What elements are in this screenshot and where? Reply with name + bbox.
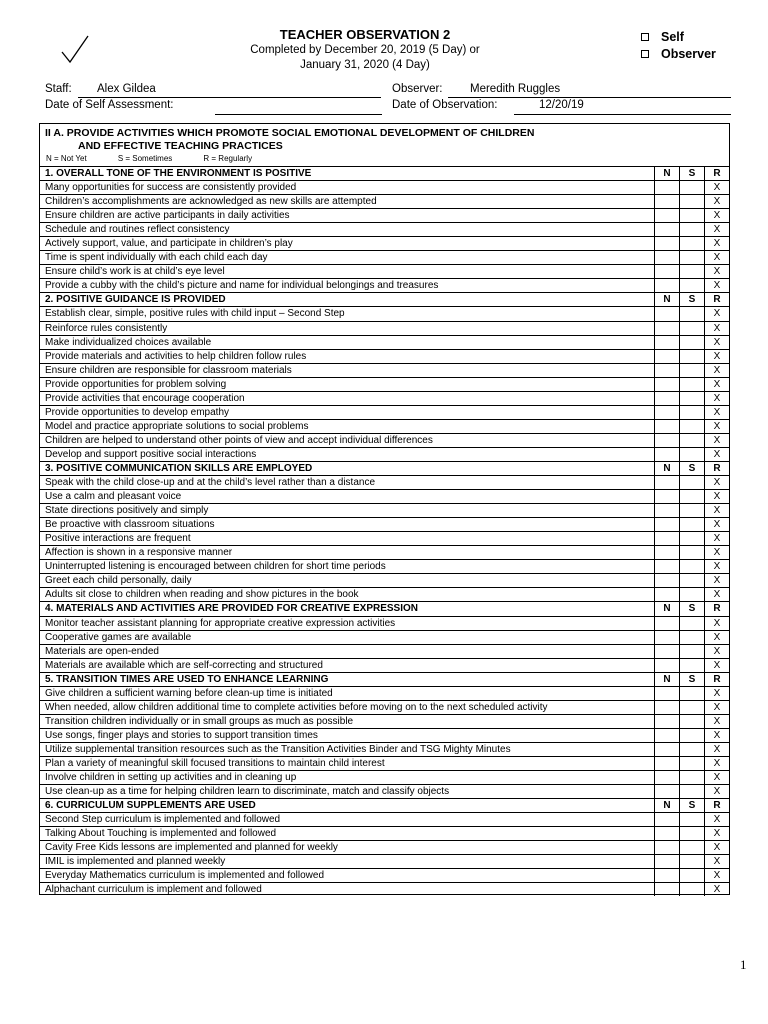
rating-cell-s[interactable] — [679, 364, 704, 377]
rating-cell-r[interactable]: X — [704, 322, 729, 335]
rating-cell-r[interactable]: X — [704, 771, 729, 784]
rating-cell-r[interactable]: X — [704, 617, 729, 630]
rating-cell-n[interactable] — [654, 855, 679, 868]
checklist-row — [40, 363, 729, 377]
rating-cell-r[interactable]: X — [704, 532, 729, 545]
checklist-grid — [40, 166, 729, 896]
rating-cell-s[interactable] — [679, 701, 704, 714]
rating-cell-n[interactable] — [654, 701, 679, 714]
checklist-row — [40, 222, 729, 236]
rating-cell-n[interactable] — [654, 588, 679, 601]
checklist-row — [40, 770, 729, 784]
rating-cell-s[interactable] — [679, 532, 704, 545]
rating-cell-s[interactable] — [679, 448, 704, 461]
checklist-row — [40, 644, 729, 658]
checklist-item-text: State directions positively and simply — [45, 505, 209, 517]
checklist-item-text: Uninterrupted listening is encouraged between children for short time periods — [45, 561, 386, 573]
checkmark-icon — [58, 32, 92, 66]
rating-cell-n[interactable] — [654, 715, 679, 728]
checklist-item-text: Transition children individually or in small groups as much as possible — [45, 715, 354, 727]
checklist-row — [40, 630, 729, 644]
checklist-item-text: Establish clear, simple, positive rules with child input – Second Step — [45, 308, 345, 320]
checklist-row — [40, 405, 729, 419]
checklist-row — [40, 236, 729, 250]
rating-cell-n[interactable] — [654, 434, 679, 447]
column-header-r: R — [704, 167, 729, 180]
rating-cell-s[interactable] — [679, 729, 704, 742]
rating-cell-n[interactable] — [654, 757, 679, 770]
rating-cell-s[interactable] — [679, 490, 704, 503]
rating-cell-s[interactable] — [679, 476, 704, 489]
checklist-row — [40, 559, 729, 573]
rating-cell-n[interactable] — [654, 729, 679, 742]
role-option-self[interactable] — [641, 28, 716, 45]
rating-cell-s[interactable] — [679, 181, 704, 194]
checklist-row — [40, 335, 729, 349]
rating-cell-n[interactable] — [654, 785, 679, 798]
rating-cell-n[interactable] — [654, 181, 679, 194]
rating-cell-s[interactable] — [679, 518, 704, 531]
rating-cell-n[interactable] — [654, 336, 679, 349]
rating-cell-r[interactable]: X — [704, 631, 729, 644]
role-label-self: Self — [661, 29, 684, 44]
category-title: 5. TRANSITION TIMES ARE USED TO ENHANCE LEARNING — [45, 673, 329, 685]
column-header-r: R — [704, 602, 729, 615]
checklist-item-text: When needed, allow children additional time to complete activities before moving on to the next scheduled activity — [45, 701, 548, 713]
rating-cell-n[interactable] — [654, 420, 679, 433]
rating-cell-s[interactable] — [679, 659, 704, 672]
rating-cell-s[interactable] — [679, 195, 704, 208]
checklist-row — [40, 180, 729, 194]
rating-cell-n[interactable] — [654, 490, 679, 503]
checklist-row — [40, 658, 729, 672]
rating-cell-r[interactable]: X — [704, 209, 729, 222]
rating-cell-r[interactable]: X — [704, 729, 729, 742]
rating-cell-r[interactable]: X — [704, 279, 729, 292]
rating-cell-n[interactable] — [654, 195, 679, 208]
rating-cell-r[interactable]: X — [704, 223, 729, 236]
rating-cell-s[interactable] — [679, 617, 704, 630]
checklist-item-text: Children are helped to understand other points of view and accept individual differences — [45, 434, 433, 446]
checklist-row — [40, 700, 729, 714]
checklist-item-text: Schedule and routines reflect consistency — [45, 224, 230, 236]
column-header-s: S — [679, 462, 704, 475]
rating-cell-n[interactable] — [654, 546, 679, 559]
checklist-item-text: Involve children in setting up activities and in cleaning up — [45, 772, 297, 784]
rating-cell-n[interactable] — [654, 645, 679, 658]
category-header-row — [40, 461, 729, 475]
column-header-s: S — [679, 167, 704, 180]
column-header-n: N — [654, 462, 679, 475]
rating-cell-s[interactable] — [679, 336, 704, 349]
checklist-item-text: Use clean-up as a time for helping children learn to discriminate, match and classify objects — [45, 786, 450, 798]
rating-cell-n[interactable] — [654, 518, 679, 531]
checklist-item-text: Cooperative games are available — [45, 631, 192, 643]
rating-cell-s[interactable] — [679, 251, 704, 264]
rating-cell-n[interactable] — [654, 307, 679, 320]
rating-cell-r[interactable]: X — [704, 827, 729, 840]
checklist-item-text: Cavity Free Kids lessons are implemented and planned for weekly — [45, 842, 338, 854]
rating-cell-n[interactable] — [654, 771, 679, 784]
checklist-row — [40, 306, 729, 320]
rating-cell-r[interactable]: X — [704, 757, 729, 770]
rating-cell-n[interactable] — [654, 209, 679, 222]
checklist-item-text: Greet each child personally, daily — [45, 575, 192, 587]
role-option-observer[interactable] — [641, 45, 716, 62]
self-assessment-underline — [215, 114, 382, 115]
category-title: 4. MATERIALS AND ACTIVITIES ARE PROVIDED FOR CREATIVE EXPRESSION — [45, 603, 419, 615]
rating-cell-s[interactable] — [679, 631, 704, 644]
category-title: 6. CURRICULUM SUPPLEMENTS ARE USED — [45, 800, 256, 812]
section-title: II A. PROVIDE ACTIVITIES WHICH PROMOTE SOCIAL EMOTIONAL DEVELOPMENT OF CHILDREN — [45, 127, 535, 139]
column-header-s: S — [679, 799, 704, 812]
checklist-row — [40, 321, 729, 335]
checklist-item-text: Talking About Touching is implemented and followed — [45, 828, 277, 840]
checklist-row — [40, 756, 729, 770]
checklist-item-text: IMIL is implemented and planned weekly — [45, 856, 226, 868]
rating-cell-r[interactable]: X — [704, 504, 729, 517]
checklist-row — [40, 573, 729, 587]
checklist-item-text: Speak with the child close-up and at the child’s level rather than a distance — [45, 477, 376, 489]
rating-cell-s[interactable] — [679, 378, 704, 391]
checkbox-icon[interactable] — [641, 50, 649, 58]
rating-cell-n[interactable] — [654, 251, 679, 264]
rating-cell-n[interactable] — [654, 364, 679, 377]
checklist-row — [40, 728, 729, 742]
rating-cell-n[interactable] — [654, 504, 679, 517]
rating-cell-s[interactable] — [679, 771, 704, 784]
rating-cell-n[interactable] — [654, 350, 679, 363]
rating-cell-n[interactable] — [654, 869, 679, 882]
checklist-row — [40, 349, 729, 363]
rating-cell-s[interactable] — [679, 265, 704, 278]
rating-cell-r[interactable]: X — [704, 645, 729, 658]
rating-cell-r[interactable]: X — [704, 743, 729, 756]
rating-cell-r[interactable]: X — [704, 434, 729, 447]
rating-cell-r[interactable]: X — [704, 883, 729, 896]
rating-cell-r[interactable]: X — [704, 574, 729, 587]
checklist-item-text: Materials are available which are self-correcting and structured — [45, 659, 323, 671]
rating-cell-n[interactable] — [654, 476, 679, 489]
checklist-item-text: Plan a variety of meaningful skill focused transitions to maintain child interest — [45, 757, 385, 769]
checklist-row — [40, 545, 729, 559]
rating-cell-r[interactable]: X — [704, 546, 729, 559]
rating-cell-n[interactable] — [654, 574, 679, 587]
document-header — [200, 27, 530, 73]
rating-cell-r[interactable]: X — [704, 251, 729, 264]
checklist-item-text: Make individualized choices available — [45, 336, 212, 348]
rating-cell-s[interactable] — [679, 869, 704, 882]
role-selector — [641, 28, 716, 62]
checklist-item-text: Ensure child’s work is at child’s eye level — [45, 266, 225, 278]
column-header-r: R — [704, 673, 729, 686]
observation-date-underline — [514, 114, 731, 115]
category-title: 3. POSITIVE COMMUNICATION SKILLS ARE EMPLOYED — [45, 462, 313, 474]
checklist-item-text: Positive interactions are frequent — [45, 533, 191, 545]
rating-cell-r[interactable]: X — [704, 181, 729, 194]
rating-cell-s[interactable] — [679, 560, 704, 573]
checklist-row — [40, 812, 729, 826]
rating-cell-s[interactable] — [679, 223, 704, 236]
rating-cell-r[interactable]: X — [704, 406, 729, 419]
rating-cell-s[interactable] — [679, 827, 704, 840]
checklist-item-text: Actively support, value, and participate in children’s play — [45, 238, 293, 250]
rating-cell-n[interactable] — [654, 322, 679, 335]
rating-legend: N = Not Yet S = Sometimes R = Regularly — [46, 154, 253, 163]
column-header-n: N — [654, 167, 679, 180]
rating-cell-n[interactable] — [654, 265, 679, 278]
document-subtitle-line1: Completed by December 20, 2019 (5 Day) or — [250, 44, 480, 56]
checklist-row — [40, 194, 729, 208]
document-subtitle-line2: January 31, 2020 (4 Day) — [300, 59, 430, 71]
checklist-item-text: Provide opportunities for problem solving — [45, 378, 227, 390]
rating-cell-s[interactable] — [679, 757, 704, 770]
rating-cell-n[interactable] — [654, 448, 679, 461]
checklist-item-text: Alphachant curriculum is implement and followed — [45, 884, 262, 896]
rating-cell-s[interactable] — [679, 420, 704, 433]
rating-cell-n[interactable] — [654, 827, 679, 840]
checklist-row — [40, 475, 729, 489]
observation-date: 12/20/19 — [539, 99, 584, 111]
rating-cell-r[interactable]: X — [704, 813, 729, 826]
rating-cell-r[interactable]: X — [704, 307, 729, 320]
checklist-row — [40, 616, 729, 630]
rating-cell-r[interactable]: X — [704, 364, 729, 377]
checklist-row — [40, 686, 729, 700]
checklist-row — [40, 854, 729, 868]
category-header-row — [40, 166, 729, 180]
observer-label: Observer: — [392, 83, 443, 95]
checklist-item-text: Children’s accomplishments are acknowledged as new skills are attempted — [45, 196, 377, 208]
column-header-s: S — [679, 673, 704, 686]
rating-cell-s[interactable] — [679, 715, 704, 728]
rating-cell-s[interactable] — [679, 855, 704, 868]
observation-date-label: Date of Observation: — [392, 99, 498, 111]
section-header — [40, 124, 729, 166]
rating-cell-s[interactable] — [679, 504, 704, 517]
checklist-item-text: Many opportunities for success are consistently provided — [45, 182, 297, 194]
rating-cell-r[interactable]: X — [704, 869, 729, 882]
rating-cell-r[interactable]: X — [704, 490, 729, 503]
checklist-row — [40, 391, 729, 405]
checklist-item-text: Use a calm and pleasant voice — [45, 491, 182, 503]
rating-cell-n[interactable] — [654, 279, 679, 292]
rating-cell-r[interactable]: X — [704, 336, 729, 349]
checklist-item-text: Provide materials and activities to help children follow rules — [45, 350, 307, 362]
rating-cell-s[interactable] — [679, 406, 704, 419]
checklist-row — [40, 208, 729, 222]
checklist-item-text: Provide a cubby with the child’s picture and name for individual belongings and treasures — [45, 280, 439, 292]
rating-cell-n[interactable] — [654, 883, 679, 896]
checklist-item-text: Ensure children are active participants in daily activities — [45, 210, 290, 222]
checklist-item-text: Provide activities that encourage cooperation — [45, 392, 245, 404]
checklist-row — [40, 882, 729, 896]
checklist-row — [40, 433, 729, 447]
rating-cell-s[interactable] — [679, 350, 704, 363]
checklist-row — [40, 742, 729, 756]
role-label-observer: Observer — [661, 46, 716, 61]
rating-cell-s[interactable] — [679, 645, 704, 658]
checklist-item-text: Model and practice appropriate solutions to social problems — [45, 420, 309, 432]
rating-cell-r[interactable]: X — [704, 476, 729, 489]
category-title: 2. POSITIVE GUIDANCE IS PROVIDED — [45, 294, 226, 306]
rating-cell-s[interactable] — [679, 743, 704, 756]
rating-cell-r[interactable]: X — [704, 588, 729, 601]
rating-cell-n[interactable] — [654, 406, 679, 419]
rating-cell-r[interactable]: X — [704, 237, 729, 250]
column-header-r: R — [704, 799, 729, 812]
rating-cell-s[interactable] — [679, 883, 704, 896]
checklist-item-text: Use songs, finger plays and stories to support transition times — [45, 729, 318, 741]
checklist-row — [40, 517, 729, 531]
rating-cell-r[interactable]: X — [704, 195, 729, 208]
rating-cell-s[interactable] — [679, 209, 704, 222]
checklist-item-text: Everyday Mathematics curriculum is implemented and followed — [45, 870, 325, 882]
rating-cell-s[interactable] — [679, 574, 704, 587]
self-assessment-label: Date of Self Assessment: — [45, 99, 174, 111]
rating-cell-r[interactable]: X — [704, 378, 729, 391]
column-header-s: S — [679, 293, 704, 306]
checklist-row — [40, 377, 729, 391]
rating-cell-s[interactable] — [679, 785, 704, 798]
column-header-n: N — [654, 293, 679, 306]
checklist-row — [40, 489, 729, 503]
rating-cell-r[interactable]: X — [704, 392, 729, 405]
rating-cell-s[interactable] — [679, 237, 704, 250]
checklist-row — [40, 503, 729, 517]
checklist-row — [40, 419, 729, 433]
rating-cell-n[interactable] — [654, 532, 679, 545]
rating-cell-s[interactable] — [679, 813, 704, 826]
rating-cell-r[interactable]: X — [704, 420, 729, 433]
category-header-row — [40, 292, 729, 306]
rating-cell-s[interactable] — [679, 434, 704, 447]
checklist-item-text: Reinforce rules consistently — [45, 322, 168, 334]
column-header-r: R — [704, 462, 729, 475]
rating-cell-n[interactable] — [654, 743, 679, 756]
rating-cell-r[interactable]: X — [704, 518, 729, 531]
rating-cell-s[interactable] — [679, 279, 704, 292]
page-number: 1 — [740, 957, 747, 972]
checklist-item-text: Develop and support positive social interactions — [45, 448, 257, 460]
checklist-row — [40, 250, 729, 264]
rating-cell-n[interactable] — [654, 631, 679, 644]
checklist-row — [40, 826, 729, 840]
category-header-row — [40, 798, 729, 812]
category-header-row — [40, 601, 729, 615]
rating-cell-s[interactable] — [679, 588, 704, 601]
column-header-r: R — [704, 293, 729, 306]
rating-cell-r[interactable]: X — [704, 560, 729, 573]
category-title: 1. OVERALL TONE OF THE ENVIRONMENT IS POSITIVE — [45, 168, 312, 179]
checklist-row — [40, 868, 729, 882]
checklist-row — [40, 264, 729, 278]
rating-cell-r[interactable]: X — [704, 715, 729, 728]
checklist-item-text: Affection is shown in a responsive manner — [45, 547, 233, 559]
rating-cell-r[interactable]: X — [704, 448, 729, 461]
checklist-row — [40, 587, 729, 601]
rating-cell-n[interactable] — [654, 659, 679, 672]
rating-cell-n[interactable] — [654, 223, 679, 236]
rating-cell-r[interactable]: X — [704, 855, 729, 868]
rating-cell-s[interactable] — [679, 322, 704, 335]
column-header-n: N — [654, 602, 679, 615]
rating-cell-r[interactable]: X — [704, 841, 729, 854]
rating-cell-n[interactable] — [654, 813, 679, 826]
checklist-row — [40, 714, 729, 728]
checklist-item-text: Utilize supplemental transition resources such as the Transition Activities Binder and TSG Mighty Minutes — [45, 743, 511, 755]
staff-name: Alex Gildea — [97, 83, 156, 95]
rating-cell-r[interactable]: X — [704, 687, 729, 700]
rating-cell-s[interactable] — [679, 546, 704, 559]
rating-cell-r[interactable]: X — [704, 350, 729, 363]
rating-cell-r[interactable]: X — [704, 659, 729, 672]
checkbox-icon[interactable] — [641, 33, 649, 41]
rating-cell-n[interactable] — [654, 560, 679, 573]
rating-cell-s[interactable] — [679, 392, 704, 405]
checklist-item-text: Adults sit close to children when reading and show pictures in the book — [45, 589, 359, 601]
rating-cell-n[interactable] — [654, 841, 679, 854]
checklist-item-text: Second Step curriculum is implemented and followed — [45, 814, 281, 826]
rating-cell-s[interactable] — [679, 841, 704, 854]
checklist-item-text: Time is spent individually with each child each day — [45, 252, 268, 264]
checklist-row — [40, 278, 729, 292]
rating-cell-r[interactable]: X — [704, 785, 729, 798]
checklist-item-text: Ensure children are responsible for classroom materials — [45, 364, 292, 376]
column-header-s: S — [679, 602, 704, 615]
checklist-row — [40, 447, 729, 461]
rating-cell-n[interactable] — [654, 687, 679, 700]
rating-cell-s[interactable] — [679, 687, 704, 700]
rating-cell-r[interactable]: X — [704, 265, 729, 278]
staff-label: Staff: — [45, 83, 72, 95]
rating-cell-r[interactable]: X — [704, 701, 729, 714]
checklist-item-text: Give children a sufficient warning before clean-up time is initiated — [45, 687, 333, 699]
checklist-item-text: Monitor teacher assistant planning for appropriate creative expression activities — [45, 617, 396, 629]
column-header-n: N — [654, 673, 679, 686]
rating-cell-n[interactable] — [654, 378, 679, 391]
rating-cell-n[interactable] — [654, 237, 679, 250]
rating-cell-n[interactable] — [654, 617, 679, 630]
document-title: TEACHER OBSERVATION 2 — [279, 27, 451, 42]
checklist-item-text: Materials are open-ended — [45, 645, 159, 657]
checklist-item-text: Provide opportunities to develop empathy — [45, 406, 230, 418]
checklist-row — [40, 531, 729, 545]
category-header-row — [40, 672, 729, 686]
rating-cell-s[interactable] — [679, 307, 704, 320]
section-title-line2: AND EFFECTIVE TEACHING PRACTICES — [78, 140, 283, 152]
checklist-row — [40, 784, 729, 798]
observer-name: Meredith Ruggles — [470, 83, 561, 95]
checklist-item-text: Be proactive with classroom situations — [45, 519, 215, 531]
observation-checklist — [39, 123, 730, 895]
checklist-row — [40, 840, 729, 854]
rating-cell-n[interactable] — [654, 392, 679, 405]
column-header-n: N — [654, 799, 679, 812]
